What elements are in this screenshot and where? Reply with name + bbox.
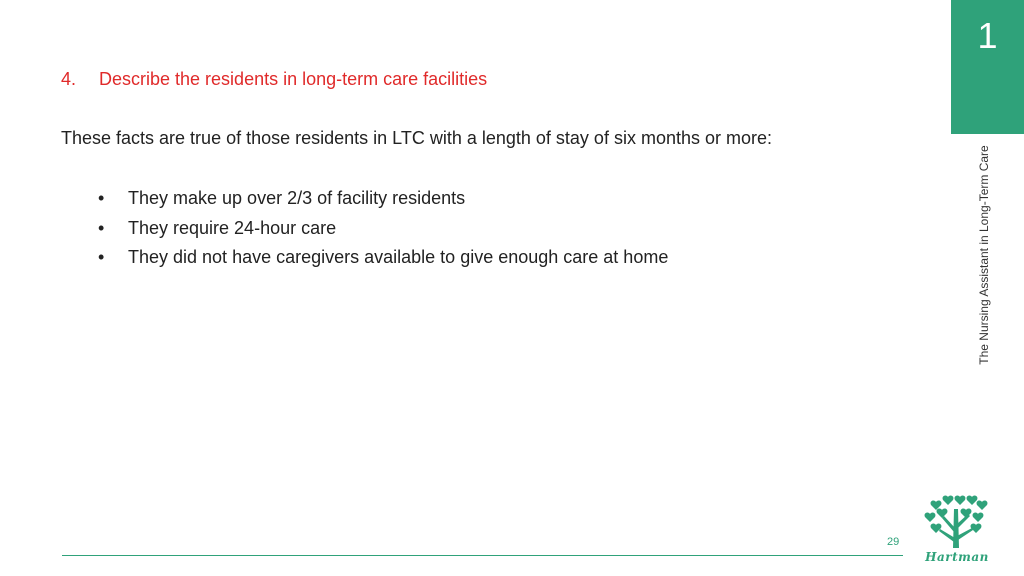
list-item	[98, 245, 668, 275]
publisher-name: Hartman	[925, 550, 989, 564]
book-title: The Nursing Assistant in Long-Term Care	[977, 145, 991, 365]
objective-text: Describe the residents in long-term care facilities	[99, 69, 488, 89]
bullet-icon: •	[98, 247, 105, 267]
bullet-text: They require 24-hour care	[128, 217, 337, 238]
list-item	[98, 186, 668, 216]
chapter-number: 1	[977, 15, 998, 56]
tree-icon	[922, 494, 992, 552]
bullet-list	[98, 186, 668, 275]
intro-text: These facts are true of those residents in LTC with a length of stay of six months or more:	[61, 128, 772, 148]
bullet-text: They did not have caregivers available to give enough care at home	[128, 247, 669, 267]
publisher-logo	[922, 494, 992, 566]
chapter-tab	[951, 0, 1024, 134]
list-item	[98, 216, 668, 246]
bullet-icon: •	[98, 188, 105, 208]
footer-divider	[62, 555, 903, 556]
objective-heading	[61, 69, 487, 90]
bullet-icon: •	[98, 217, 105, 238]
page-number: 29	[887, 536, 900, 548]
objective-number: 4.	[61, 69, 77, 89]
bullet-text: They make up over 2/3 of facility residents	[128, 188, 466, 208]
